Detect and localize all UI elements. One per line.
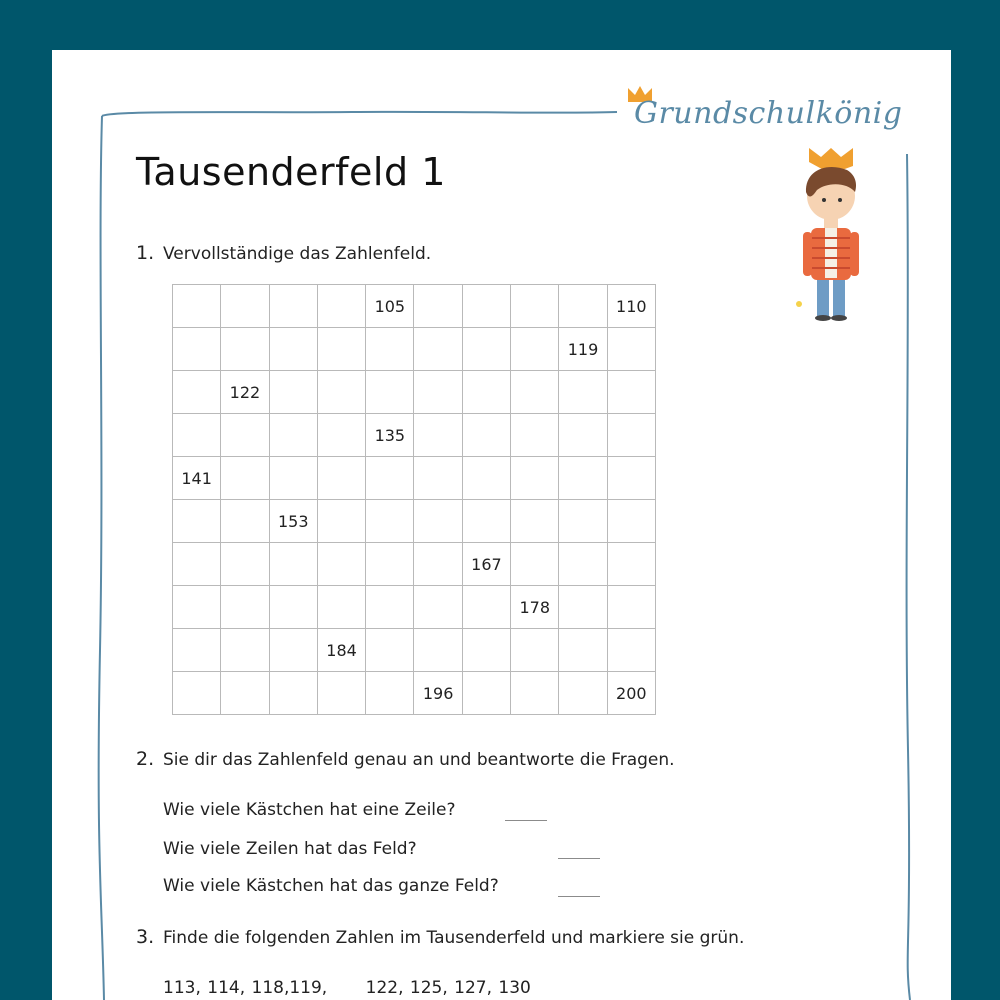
brand-logo: Grundschulkönig	[634, 96, 903, 131]
grid-cell[interactable]: 200	[608, 672, 656, 715]
grid-cell[interactable]	[463, 586, 511, 629]
grid-cell[interactable]	[463, 500, 511, 543]
grid-cell[interactable]: 105	[366, 285, 414, 328]
grid-cell[interactable]	[414, 414, 462, 457]
grid-cell[interactable]	[366, 371, 414, 414]
grid-cell[interactable]	[270, 414, 318, 457]
grid-cell[interactable]	[511, 285, 559, 328]
grid-cell[interactable]	[463, 328, 511, 371]
grid-cell[interactable]	[608, 371, 656, 414]
grid-cell[interactable]	[270, 629, 318, 672]
grid-cell[interactable]	[221, 500, 269, 543]
grid-cell[interactable]	[318, 371, 366, 414]
grid-cell[interactable]	[608, 629, 656, 672]
grid-cell[interactable]	[221, 414, 269, 457]
grid-cell[interactable]: 153	[270, 500, 318, 543]
grid-cell[interactable]	[173, 586, 221, 629]
grid-cell[interactable]: 110	[608, 285, 656, 328]
grid-cell[interactable]	[463, 285, 511, 328]
grid-cell[interactable]	[221, 586, 269, 629]
grid-cell[interactable]	[511, 672, 559, 715]
grid-cell[interactable]	[173, 328, 221, 371]
grid-cell[interactable]	[414, 629, 462, 672]
grid-cell[interactable]	[608, 500, 656, 543]
grid-cell[interactable]	[511, 328, 559, 371]
grid-cell[interactable]	[366, 500, 414, 543]
grid-cell[interactable]	[318, 500, 366, 543]
grid-cell[interactable]	[608, 328, 656, 371]
grid-cell[interactable]	[221, 328, 269, 371]
grid-cell[interactable]	[173, 500, 221, 543]
grid-cell[interactable]	[559, 629, 607, 672]
page-title: Tausenderfeld 1	[136, 150, 446, 194]
grid-cell[interactable]	[608, 543, 656, 586]
grid-cell[interactable]	[414, 328, 462, 371]
grid-cell[interactable]	[511, 543, 559, 586]
answer-blank-2[interactable]	[558, 858, 600, 859]
grid-cell[interactable]	[463, 371, 511, 414]
grid-cell[interactable]	[366, 586, 414, 629]
task-2-number: 2.	[136, 748, 155, 770]
grid-cell[interactable]	[173, 672, 221, 715]
grid-cell[interactable]	[511, 414, 559, 457]
grid-cell[interactable]	[511, 371, 559, 414]
grid-cell[interactable]	[414, 586, 462, 629]
grid-cell[interactable]	[463, 629, 511, 672]
grid-cell[interactable]	[463, 672, 511, 715]
grid-cell[interactable]	[559, 672, 607, 715]
grid-cell[interactable]: 167	[463, 543, 511, 586]
grid-cell[interactable]	[366, 672, 414, 715]
grid-cell[interactable]	[366, 629, 414, 672]
grid-cell[interactable]: 122	[221, 371, 269, 414]
grid-cell[interactable]: 135	[366, 414, 414, 457]
grid-cell[interactable]	[221, 457, 269, 500]
grid-cell[interactable]	[511, 500, 559, 543]
grid-cell[interactable]	[318, 328, 366, 371]
grid-cell[interactable]	[173, 371, 221, 414]
grid-cell[interactable]	[318, 457, 366, 500]
grid-cell[interactable]	[559, 457, 607, 500]
grid-cell[interactable]: 178	[511, 586, 559, 629]
grid-cell[interactable]	[173, 629, 221, 672]
grid-cell[interactable]	[559, 285, 607, 328]
grid-cell[interactable]	[221, 285, 269, 328]
answer-blank-3[interactable]	[558, 896, 600, 897]
boy-with-crown-illustration	[787, 148, 877, 323]
grid-cell[interactable]	[366, 543, 414, 586]
grid-cell[interactable]	[173, 414, 221, 457]
grid-cell[interactable]	[270, 328, 318, 371]
question-3: Wie viele Kästchen hat das ganze Feld?	[163, 876, 499, 896]
worksheet	[52, 50, 951, 1000]
grid-cell[interactable]	[511, 629, 559, 672]
grid-cell[interactable]	[318, 285, 366, 328]
grid-cell[interactable]	[463, 414, 511, 457]
number-grid	[172, 284, 656, 715]
question-1: Wie viele Kästchen hat eine Zeile?	[163, 800, 456, 820]
grid-cell[interactable]	[221, 672, 269, 715]
grid-cell[interactable]	[318, 414, 366, 457]
grid-cell[interactable]	[270, 371, 318, 414]
grid-cell[interactable]	[270, 285, 318, 328]
grid-cell[interactable]	[366, 457, 414, 500]
question-2: Wie viele Zeilen hat das Feld?	[163, 839, 417, 859]
grid-cell[interactable]	[559, 543, 607, 586]
grid-cell[interactable]	[414, 500, 462, 543]
task-3-instruction: Finde die folgenden Zahlen im Tausenderfeld und markiere sie grün.	[163, 928, 745, 948]
grid-cell[interactable]	[414, 457, 462, 500]
grid-cell[interactable]	[608, 586, 656, 629]
task-3-numbers: 113, 114, 118,119, 122, 125, 127, 130	[163, 978, 531, 998]
grid-cell[interactable]: 141	[173, 457, 221, 500]
grid-cell[interactable]	[559, 586, 607, 629]
answer-blank-1[interactable]	[505, 820, 547, 821]
grid-cell[interactable]: 184	[318, 629, 366, 672]
grid-cell[interactable]: 119	[559, 328, 607, 371]
grid-cell[interactable]	[221, 543, 269, 586]
grid-cell[interactable]	[608, 414, 656, 457]
grid-cell[interactable]	[511, 457, 559, 500]
grid-cell[interactable]	[270, 586, 318, 629]
grid-cell[interactable]	[270, 672, 318, 715]
grid-cell[interactable]	[318, 586, 366, 629]
task-1-number: 1.	[136, 242, 155, 264]
grid-cell[interactable]	[318, 672, 366, 715]
grid-cell[interactable]	[173, 285, 221, 328]
grid-cell[interactable]	[463, 457, 511, 500]
grid-cell[interactable]: 196	[414, 672, 462, 715]
task-1-instruction: Vervollständige das Zahlenfeld.	[163, 244, 432, 264]
grid-cell[interactable]	[414, 371, 462, 414]
grid-cell[interactable]	[608, 457, 656, 500]
grid-cell[interactable]	[414, 543, 462, 586]
task-3-number: 3.	[136, 926, 155, 948]
grid-cell[interactable]	[318, 543, 366, 586]
task-2-instruction: Sie dir das Zahlenfeld genau an und beantworte die Fragen.	[163, 750, 675, 770]
grid-cell[interactable]	[559, 500, 607, 543]
grid-cell[interactable]	[414, 285, 462, 328]
grid-cell[interactable]	[173, 543, 221, 586]
grid-cell[interactable]	[221, 629, 269, 672]
grid-cell[interactable]	[366, 328, 414, 371]
grid-cell[interactable]	[559, 371, 607, 414]
grid-cell[interactable]	[270, 543, 318, 586]
grid-cell[interactable]	[559, 414, 607, 457]
grid-cell[interactable]	[270, 457, 318, 500]
